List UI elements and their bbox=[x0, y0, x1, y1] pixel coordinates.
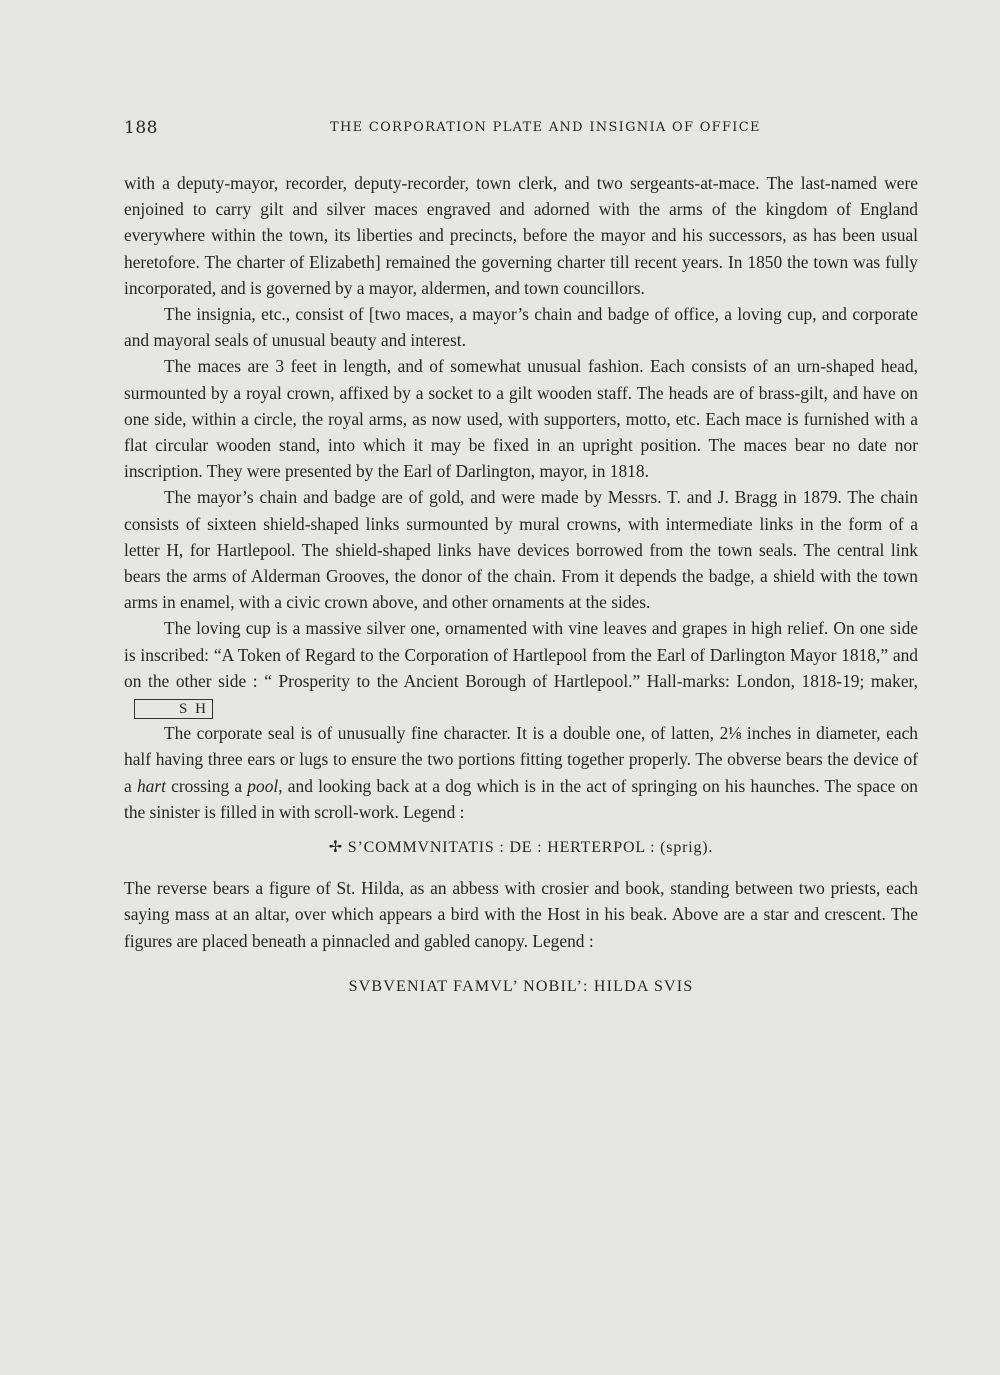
seal-legend-reverse: SVBVENIAT FAMVL’ NOBIL’: HILDA SVIS bbox=[348, 977, 694, 995]
paragraph-maces: The maces are 3 feet in length, and of somewhat unusual fashion. Each consists of an urn-shaped head, surmounted by a royal crown, affixed by a socket to a gilt wooden staff. The heads are of brass-gilt, and have on one side, within a circle, the royal arms, as now used, with supporters, motto, etc. Each mace is furnished with a flat circular wooden stand, into which it may be fixed in an upright position. The maces bear no date nor inscription. They were presented by the Earl of Darlington, mayor, in 1818. bbox=[124, 356, 918, 482]
seal-pool: pool bbox=[247, 775, 279, 796]
paragraph-corporate-seal bbox=[124, 720, 918, 825]
paragraph-charter: with a deputy-mayor, recorder, deputy-recorder, town clerk, and two sergeants-at-mace. The last-named were enjoined to carry gilt and silver maces engraved and adorned with the arms of the kingdom of England everywhere within the town, its liberties and precincts, before the mayor and his successors, as has been usual heretofore. The charter of Elizabeth] remained the governing charter till recent years. In 1850 the town was fully incorporated, and is governed by a mayor, aldermen, and town councillors. bbox=[124, 173, 918, 298]
body-text bbox=[124, 170, 918, 1000]
makers-mark: S H bbox=[134, 699, 213, 719]
seal-legend-obverse: ✢ S’COMMVNITATIS : DE : HERTERPOL : (sprig). bbox=[328, 839, 714, 857]
page-header bbox=[124, 118, 918, 138]
paragraph-insignia: The insignia, etc., consist of [two maces, a mayor’s chain and badge of office, a loving cup, and corporate and mayoral seals of unusual beauty and interest. bbox=[124, 304, 918, 351]
seal-text-b: crossing a bbox=[165, 775, 248, 796]
page-number: 188 bbox=[124, 118, 158, 138]
paragraph-loving-cup bbox=[124, 615, 918, 720]
loving-cup-text: The loving cup is a massive silver one, ornamented with vine leaves and grapes in high relief. On one side is inscribed: “A Token of Regard to the Corporation of Hartlepool from the Earl of Darlington Mayor 1818,” and on the other side : “ Prosperity to the Ancient Borough of Hartlepool.” Hall-marks: London, 1818-19; maker, bbox=[124, 618, 918, 691]
running-title: THE CORPORATION PLATE AND INSIGNIA OF OFFICE bbox=[330, 120, 761, 135]
seal-hart: hart bbox=[136, 775, 166, 796]
seal-text-c: , and looking back at a dog which is in the act of springing on his haunches. The space on the sinister is filled in with scroll-work. Legend : bbox=[124, 775, 918, 822]
seal-text-a: The corporate seal is of unusually fine character. It is a double one, of latten, 2⅛ inches in diameter, each half having three ears or lugs to ensure the two portions fitting together properly. The obverse bears the device of a bbox=[124, 723, 918, 796]
paragraph-chain: The mayor’s chain and badge are of gold, and were made by Messrs. T. and J. Bragg in 1879. The chain consists of sixteen shield-shaped links surmounted by mural crowns, with intermediate links in the form of a letter H, for Hartlepool. The shield-shaped links have devices borrowed from the town seals. The central link bears the arms of Alderman Grooves, the donor of the chain. From it depends the badge, a shield with the town arms in enamel, with a civic crown above, and other ornaments at the sides. bbox=[124, 487, 918, 613]
paragraph-reverse: The reverse bears a figure of St. Hilda, as an abbess with crosier and book, standing between two priests, each saying mass at an altar, over which appears a bird with the Host in his beak. Above are a star and crescent. The figures are placed beneath a pinnacled and gabled canopy. Legend : bbox=[124, 878, 918, 951]
